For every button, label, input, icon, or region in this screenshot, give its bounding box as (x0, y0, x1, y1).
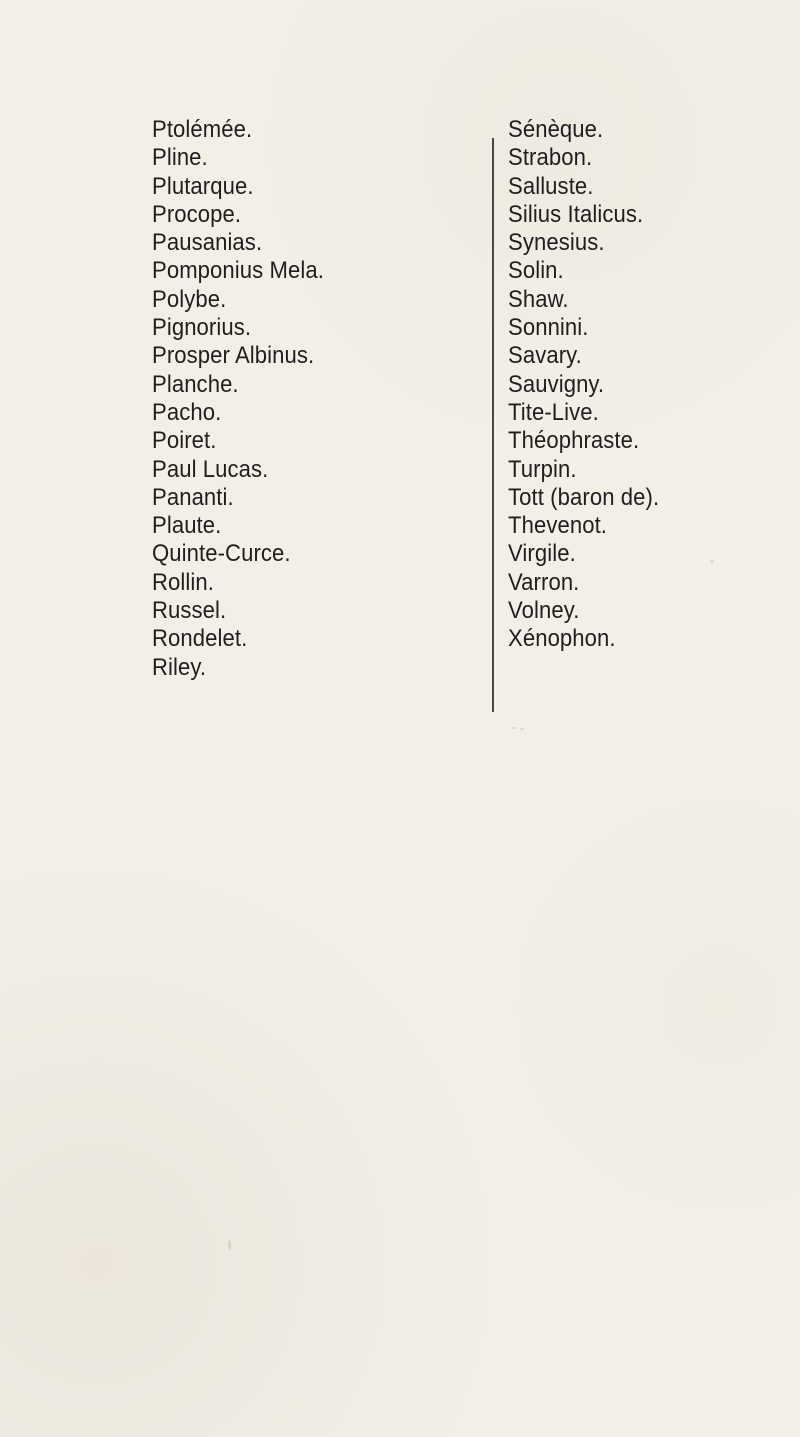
author-entry: Polybe. (152, 285, 227, 313)
author-entry: Savary. (508, 342, 582, 370)
author-entry: Rollin. (152, 568, 215, 596)
author-entry: Pausanias. (152, 229, 263, 257)
author-entry: Rondelet. (152, 625, 248, 653)
author-entry: Plutarque. (152, 172, 254, 200)
author-entry: Pignorius. (152, 314, 252, 342)
author-entry: Russel. (152, 597, 227, 625)
index-columns (152, 116, 712, 716)
author-entry: Salluste. (508, 172, 594, 200)
author-entry: Turpin. (508, 455, 577, 483)
author-entry: Planche. (152, 370, 239, 398)
author-entry: Strabon. (508, 144, 593, 172)
author-entry: Procope. (152, 200, 242, 228)
author-entry: Plaute. (152, 512, 222, 540)
right-column (508, 116, 672, 654)
author-entry: Poiret. (152, 427, 217, 455)
author-entry: Tite-Live. (508, 398, 599, 426)
author-entry: Tott (baron de). (508, 483, 660, 511)
author-entry: Riley. (152, 653, 207, 681)
author-entry: Prosper Albinus. (152, 342, 315, 370)
author-entry: Pline. (152, 144, 208, 172)
author-entry: Théophraste. (508, 427, 640, 455)
column-divider (492, 138, 494, 712)
paper-spot (228, 1240, 231, 1250)
author-entry: Varron. (508, 568, 580, 596)
author-entry: Virgile. (508, 540, 576, 568)
author-entry: Xénophon. (508, 625, 616, 653)
author-entry: Sonnini. (508, 314, 589, 342)
paper-spot (520, 728, 524, 730)
left-column (152, 116, 339, 682)
author-entry: Pacho. (152, 398, 222, 426)
author-entry: Silius Italicus. (508, 200, 644, 228)
author-entry: Solin. (508, 257, 564, 285)
author-entry: Volney. (508, 597, 580, 625)
author-entry: Sénèque. (508, 116, 604, 143)
author-entry: Pomponius Mela. (152, 257, 324, 285)
paper-spot (512, 727, 517, 729)
author-entry: Quinte-Curce. (152, 540, 291, 568)
author-entry: Thevenot. (508, 512, 608, 540)
author-entry: Synesius. (508, 229, 605, 257)
author-entry: Ptolémée. (152, 116, 253, 143)
author-entry: Sauvigny. (508, 370, 605, 398)
author-entry: Pananti. (152, 483, 234, 511)
author-entry: Paul Lucas. (152, 455, 269, 483)
author-entry: Shaw. (508, 285, 569, 313)
